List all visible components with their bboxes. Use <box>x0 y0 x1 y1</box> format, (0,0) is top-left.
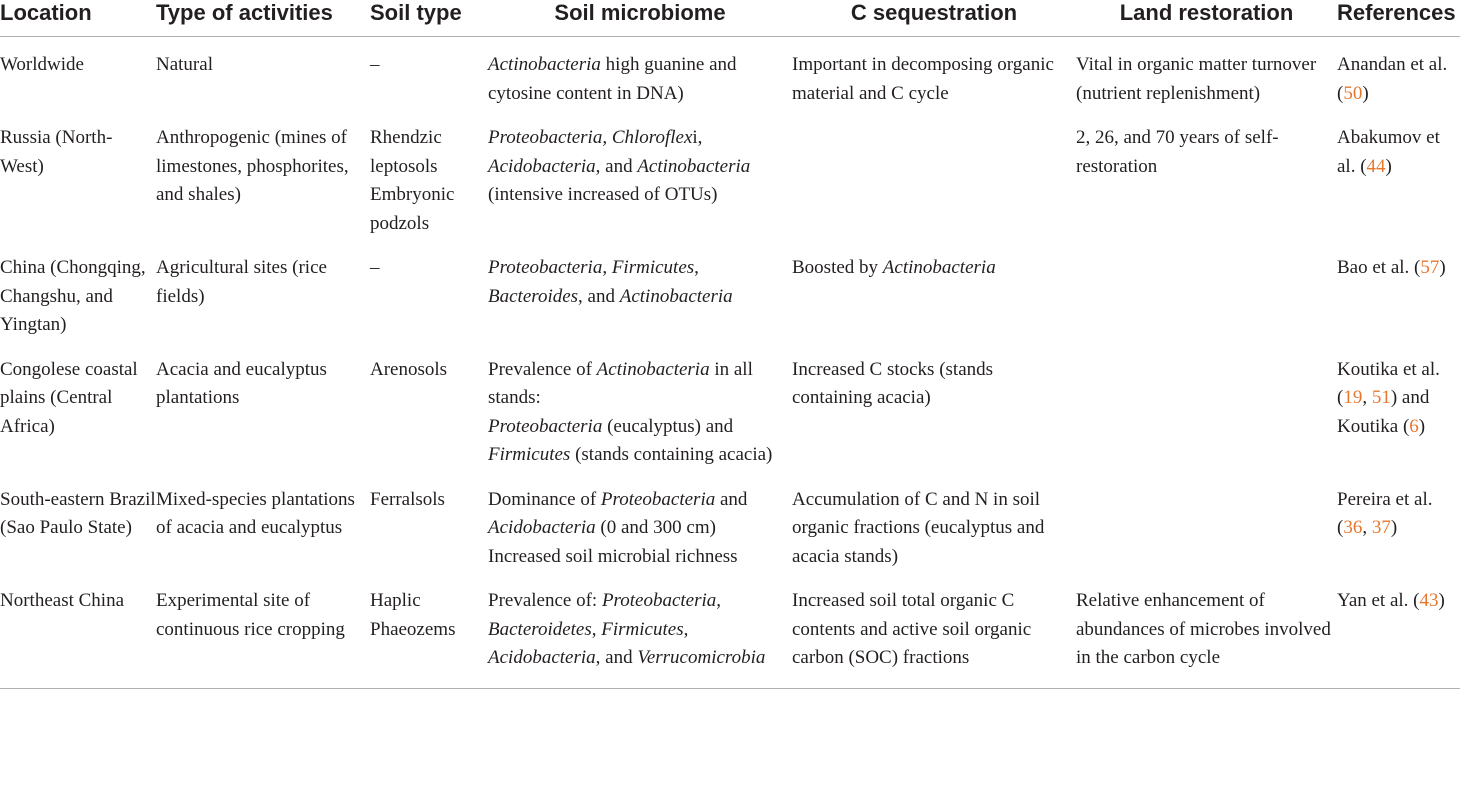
header-soil-microbiome: Soil microbiome <box>488 0 792 37</box>
table-row <box>0 342 1460 472</box>
cell-location: South-eastern Brazil (Sao Paulo State) <box>0 488 156 538</box>
cell-text: ) <box>1385 155 1392 177</box>
cell-land-restoration: Vital in organic matter turnover (nutrient replenishment) <box>1076 54 1317 104</box>
cell-soil-microbiome <box>488 110 792 240</box>
cell-c-sequestration <box>792 240 1076 342</box>
cell-reference <box>1337 342 1460 472</box>
cell-soil-microbiome <box>488 37 792 111</box>
cell-text: , <box>683 618 689 640</box>
cell-text: Increased soil microbial richness <box>488 545 738 567</box>
cell-location: Congolese coastal plains (Central Africa) <box>0 358 138 437</box>
cell-land-restoration: Relative enhancement of abundances of microbes involved in the carbon cycle <box>1076 573 1337 688</box>
cell-text: (0 and 300 cm) <box>595 517 716 538</box>
taxon-name: Proteobacteria, Chloroflex <box>488 127 693 148</box>
taxon-name: Proteobacteria <box>488 257 603 278</box>
cell-text: Boosted by <box>792 257 883 278</box>
cell-text: (eucalyptus) and <box>602 415 734 437</box>
taxon-name: Actinobacteria <box>488 54 601 75</box>
cell-land-restoration <box>1076 342 1337 472</box>
cell-text: , and <box>595 647 638 668</box>
cell-land-restoration <box>1076 472 1337 574</box>
cell-reference <box>1337 573 1460 688</box>
cell-text: ) and Koutika ( <box>1337 387 1430 437</box>
header-activities: Type of activities <box>156 0 370 37</box>
reference-link[interactable]: 57 <box>1420 257 1440 278</box>
cell-text: i, <box>692 127 703 148</box>
header-land-restoration: Land restoration <box>1076 0 1337 37</box>
header-references: References <box>1337 0 1460 37</box>
cell-c-sequestration: Important in decomposing organic material and C cycle <box>792 54 1054 104</box>
cell-location: Worldwide <box>0 54 84 75</box>
cell-activities: Experimental site of continuous rice cropping <box>156 573 370 688</box>
taxon-name: Actinobacteria <box>596 358 710 380</box>
header-c-sequestration: C sequestration <box>792 0 1076 37</box>
taxon-name: Firmicutes <box>488 444 571 465</box>
table-row <box>0 110 1460 240</box>
cell-activities: Agricultural sites (rice fields) <box>156 257 327 307</box>
cell-text: Prevalence of <box>488 358 597 380</box>
cell-c-sequestration: Increased soil total organic C contents and active soil organic carbon (SOC) fractions <box>792 573 1076 688</box>
reference-link[interactable]: 50 <box>1343 82 1363 104</box>
reference-link[interactable]: 19 <box>1343 387 1363 408</box>
table-row <box>0 37 1460 111</box>
cell-text: , and <box>578 285 620 307</box>
cell-location: Russia (North-West) <box>0 127 113 177</box>
cell-soil-microbiome <box>488 472 792 574</box>
cell-c-sequestration <box>792 110 1076 240</box>
cell-text: Dominance of <box>488 488 601 510</box>
cell-text: (intensive increased of OTUs) <box>488 184 718 205</box>
cell-c-sequestration: Increased C stocks (stands containing acacia) <box>792 358 994 408</box>
cell-reference <box>1337 110 1460 240</box>
taxon-name: Firmicutes <box>611 257 695 278</box>
cell-reference <box>1337 472 1460 574</box>
cell-activities: Anthropogenic (mines of limestones, phosphorites, and shales) <box>156 127 349 205</box>
cell-text: , <box>1362 517 1372 538</box>
taxon-name: Actinobacteria <box>882 257 996 278</box>
cell-text: ) <box>1438 590 1445 611</box>
cell-soil-type: Haplic Phaeozems <box>370 573 488 688</box>
cell-reference <box>1337 240 1460 342</box>
cell-reference <box>1337 37 1460 111</box>
cell-text: Koutika et al. ( <box>1337 358 1440 408</box>
cell-soil-type: Ferralsols <box>370 488 445 510</box>
cell-text: Pereira et al. ( <box>1337 488 1433 538</box>
taxon-name: Bacteroides <box>488 285 579 307</box>
header-location: Location <box>0 0 156 37</box>
cell-activities: Acacia and eucalyptus plantations <box>156 358 327 408</box>
cell-soil-type: – <box>370 54 380 75</box>
taxon-name: Bacteroidetes <box>488 618 592 640</box>
cell-location: Northeast China <box>0 573 156 688</box>
taxon-name: Acidobacteria <box>488 647 596 668</box>
reference-link[interactable]: 37 <box>1371 517 1391 538</box>
taxon-name: Acidobacteria <box>488 517 596 538</box>
cell-text: high guanine and cytosine content in DNA) <box>488 54 737 104</box>
cell-land-restoration: 2, 26, and 70 years of self-restoration <box>1076 127 1279 177</box>
cell-text: (stands containing acacia) <box>570 444 773 465</box>
cell-c-sequestration: Accumulation of C and N in soil organic fractions (eucalyptus and acacia stands) <box>792 488 1045 567</box>
taxon-name: Proteobacteria <box>488 415 603 437</box>
cell-text: , <box>1362 387 1372 408</box>
cell-soil-type: – <box>370 257 380 278</box>
cell-soil-microbiome <box>488 573 792 688</box>
reference-link[interactable]: 44 <box>1366 155 1386 177</box>
cell-soil-microbiome <box>488 240 792 342</box>
taxon-name: Acidobacteria <box>488 155 596 177</box>
taxon-name: Firmicutes <box>601 618 684 640</box>
cell-activities: Natural <box>156 54 213 75</box>
reference-link[interactable]: 43 <box>1419 590 1439 611</box>
taxon-name: Actinobacteria <box>637 155 751 177</box>
cell-text: , <box>716 590 722 611</box>
cell-text: Abakumov et al. ( <box>1337 127 1440 177</box>
cell-location: China (Chongqing, Changshu, and Yingtan) <box>0 257 146 335</box>
cell-soil-type: Rhendzic leptosols Embryonic podzols <box>370 127 455 234</box>
header-soil-type: Soil type <box>370 0 488 37</box>
cell-text: Yan et al. ( <box>1337 590 1420 611</box>
reference-link[interactable]: 6 <box>1409 415 1419 437</box>
cell-text: ) <box>1362 82 1369 104</box>
reference-link[interactable]: 51 <box>1371 387 1391 408</box>
cell-text: ) <box>1439 257 1446 278</box>
header-row <box>0 0 1460 37</box>
cell-text: , <box>591 618 602 640</box>
cell-text: Anandan et al. ( <box>1337 54 1448 104</box>
taxon-name: Actinobacteria <box>619 285 733 307</box>
cell-text: Prevalence of: <box>488 590 602 611</box>
cell-text: ) <box>1390 517 1398 538</box>
cell-text: Bao et al. ( <box>1337 257 1421 278</box>
cell-soil-type: Arenosols <box>370 358 448 380</box>
cell-soil-microbiome <box>488 342 792 472</box>
cell-land-restoration <box>1076 240 1337 342</box>
cell-text: in all stands: <box>488 358 753 408</box>
cell-text: , and <box>595 155 638 177</box>
table-row <box>0 240 1460 342</box>
cell-text: ) <box>1418 415 1426 437</box>
cell-text: and <box>715 488 748 510</box>
taxon-name: Verrucomicrobia <box>637 647 766 668</box>
reference-link[interactable]: 36 <box>1343 517 1363 538</box>
cell-text: , <box>602 257 612 278</box>
cell-text: , <box>694 257 699 278</box>
cell-activities: Mixed-species plantations of acacia and eucalyptus <box>156 488 355 538</box>
table-row <box>0 573 1460 688</box>
table-row <box>0 472 1460 574</box>
taxon-name: Proteobacteria <box>601 590 717 611</box>
taxon-name: Proteobacteria <box>600 488 716 510</box>
